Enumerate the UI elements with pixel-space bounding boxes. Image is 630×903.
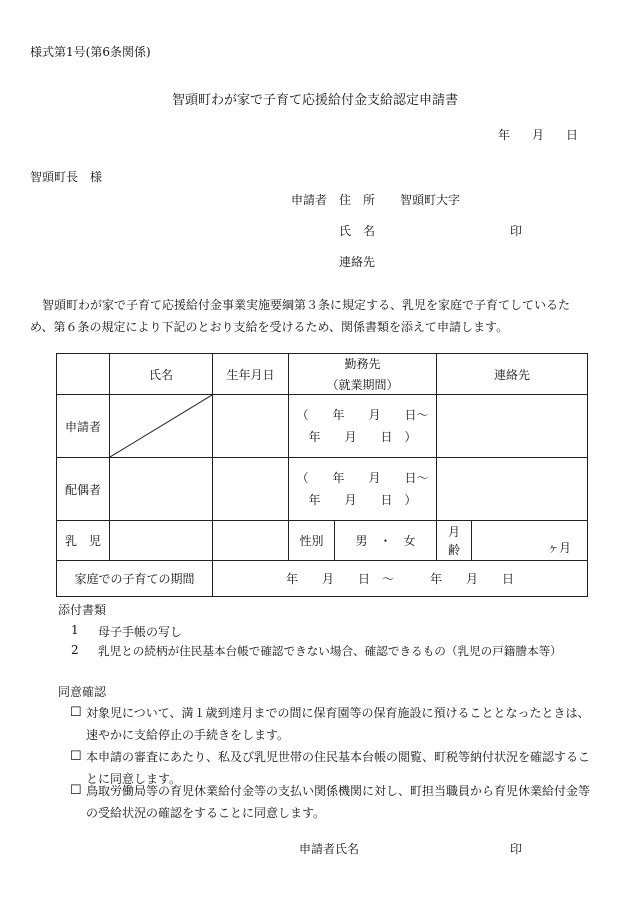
attachment-1-text: 母子手帳の写し (98, 625, 183, 639)
age-label (437, 521, 472, 561)
address-value: 智頭町大字 (400, 193, 461, 207)
consent-3-text: 鳥取労働局等の育児休業給付金等の支払い関係機関に対し、町担当職員から育児休業給付金等の受給状況の確認をすることに同意します。 (86, 784, 591, 820)
infant-birthdate-cell[interactable] (213, 521, 289, 561)
attachment-2-text: 乳児との続柄が住民基本台帳で確認できない場合、確認できるもの（乳児の戸籍謄本等） (98, 644, 562, 658)
applicant-birthdate-cell[interactable] (213, 395, 289, 458)
gender-label: 性別 (289, 521, 335, 561)
name-label: 氏 名 (339, 224, 376, 238)
header-work-period: （就業期間） (326, 378, 399, 392)
consent-2-text: 本申請の審査にあたり、私及び乳児世帯の住民基本台帳の閲覧、町税等納付状況を確認することに同意します。 (86, 750, 591, 786)
header-contact: 連絡先 (437, 354, 588, 395)
gender-options[interactable]: 男 ・ 女 (335, 521, 437, 561)
applicant-table (56, 353, 588, 597)
home-care-period[interactable]: 年 月 日 ～ 年 月 日 (213, 561, 588, 597)
date-month: 月 (532, 128, 545, 142)
signature-seal: 印 (510, 842, 523, 856)
spouse-birthdate-cell[interactable] (213, 458, 289, 521)
applicant-period-start: （ 年 月 日～ (296, 408, 429, 422)
consent-1-text: 対象児について、満１歳到達月までの間に保育園等の保育施設に預けることとなったときは、速やかに支給停止の手続きをします。 (86, 706, 590, 742)
age-label-bottom: 齢 (448, 542, 461, 557)
infant-name-cell[interactable] (110, 521, 213, 561)
consent-heading: 同意確認 (58, 685, 107, 699)
attachments-heading: 添付書類 (58, 603, 107, 617)
consent-1-checkbox[interactable]: ☐ (70, 705, 82, 720)
header-name: 氏名 (110, 354, 213, 395)
age-months-cell[interactable] (472, 521, 588, 561)
row-label-applicant: 申請者 (57, 395, 110, 458)
applicant-contact-cell[interactable] (437, 395, 588, 458)
contact-label: 連絡先 (339, 255, 376, 269)
document-title: 智頭町わが家で子育て応援給付金支給認定申請書 (171, 93, 458, 108)
applicant-label: 申請者 (291, 193, 328, 207)
spouse-contact-cell[interactable] (437, 458, 588, 521)
seal-mark: 印 (510, 224, 523, 238)
consent-3-checkbox[interactable]: ☐ (70, 783, 82, 798)
home-care-label: 家庭での子育ての期間 (57, 561, 213, 597)
application-statement: 智頭町わが家で子育て応援給付金事業実施要綱第３条に規定する、乳児を家庭で子育てしているため、第６条の規定により下記のとおり支給を受けるため、関係書類を添えて申請します。 (30, 298, 571, 334)
spouse-name-cell[interactable] (110, 458, 213, 521)
applicant-period-end: 年 月 日 ） (308, 430, 417, 444)
row-label-spouse: 配偶者 (57, 458, 110, 521)
header-workplace-label: 勤務先 (344, 357, 381, 371)
diagonal-slash (110, 395, 212, 457)
applicant-name-cell-crossed (110, 395, 213, 458)
header-birthdate: 生年月日 (213, 354, 289, 395)
age-unit: ヶ月 (547, 541, 572, 555)
spouse-period-end: 年 月 日 ） (308, 493, 417, 507)
attachment-2-number: 2 (71, 643, 79, 657)
signature-label: 申請者氏名 (299, 842, 360, 856)
header-workplace (289, 354, 437, 395)
row-label-infant: 乳 児 (57, 521, 110, 561)
age-label-top: 月 (448, 524, 461, 539)
attachment-1-number: 1 (71, 623, 79, 637)
spouse-period-start: （ 年 月 日～ (296, 471, 429, 485)
address-label: 住 所 (339, 193, 376, 207)
spouse-work-period[interactable] (289, 458, 437, 521)
consent-2-checkbox[interactable]: ☐ (70, 749, 82, 764)
applicant-work-period[interactable] (289, 395, 437, 458)
date-year: 年 (498, 128, 511, 142)
addressee: 智頭町長 様 (30, 170, 103, 184)
header-blank (57, 354, 110, 395)
form-number: 様式第1号(第6条関係) (30, 45, 151, 59)
date-line (498, 126, 578, 143)
date-day: 日 (566, 128, 579, 142)
